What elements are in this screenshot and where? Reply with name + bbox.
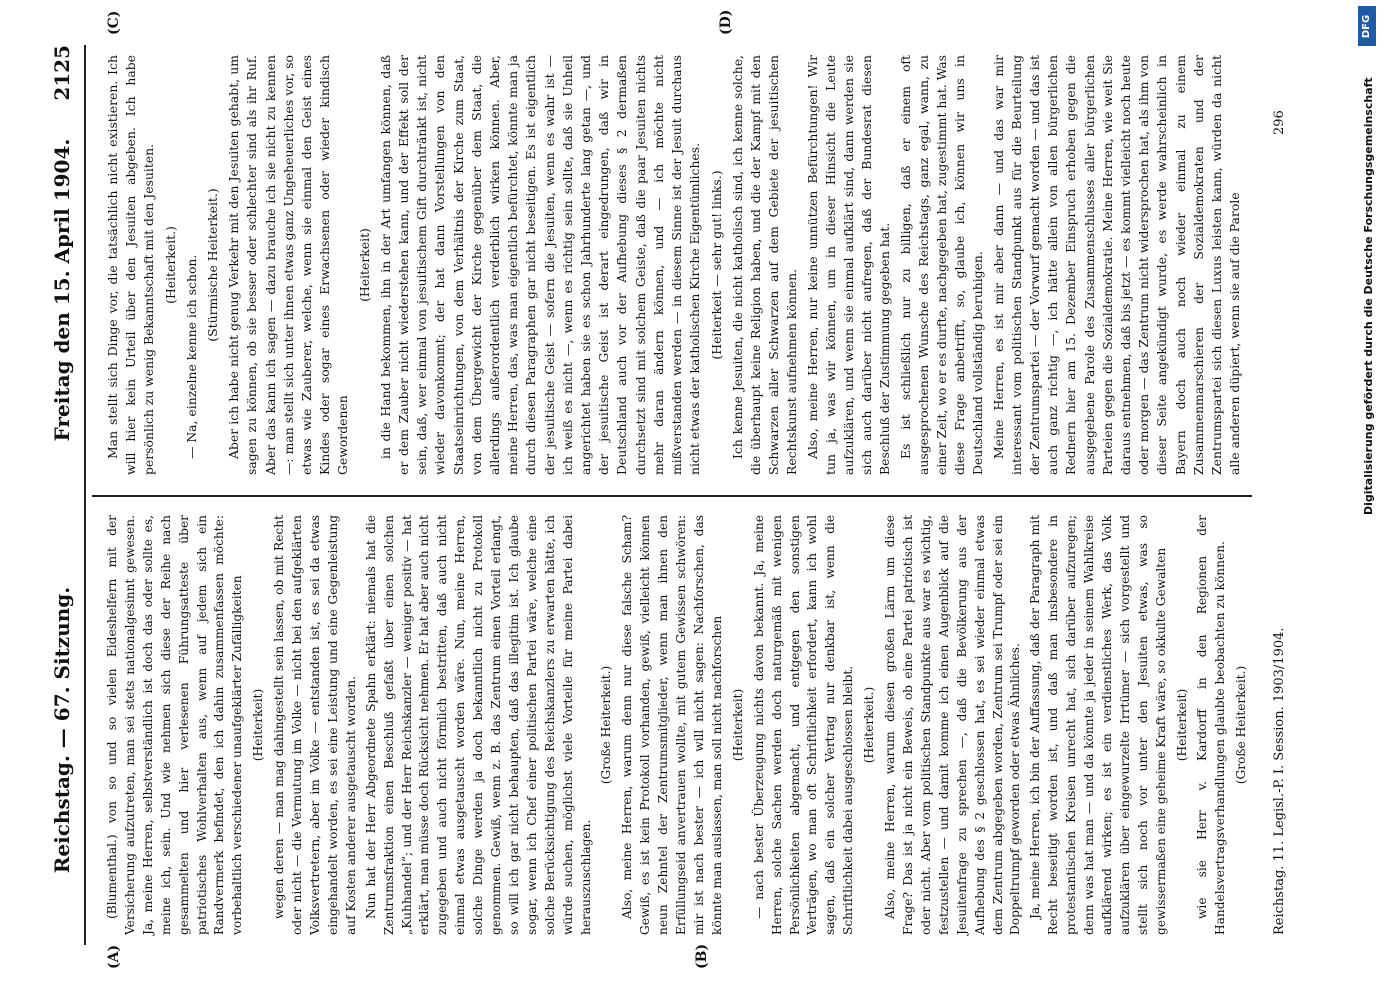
dfg-logo-text: DFG bbox=[1361, 14, 1373, 38]
stage-direction: (Heiterkeit.) bbox=[162, 226, 178, 304]
paragraph: in die Hand bekommen, ihn in der Art umfangen können, daß er dem Zauber nicht wiederstehen kann, und der Effekt soll der sein, daß, wer einmal von jesuitischem Gift durchtränkt ist, nicht wieder davonkommt; der hat dann Vorstellungen von den Staatseinrichtungen, von dem Verhältnis der Kirche zum Staat, von dem Übergewicht der Kirche gegenüber dem Staat, die allerdings außerordentlich verderblich wirken können. Aber, meine Herren, das, was man eigentlich befürchtet, könnte man ja durch diesen Paragraphen gar nicht beseitigen. Es ist eigentlich der jesuitische Geist — sofern die Jesuiten, wenn es wahr ist — ich weiß es nicht —, wenn es richtig sein sollte, daß sie Unheil angerichtet haben sie es schon Jahrhunderte lang getan —, und der jesuitische Geist ist derart eingedrungen, daß wir in Deutschland auch vor der Aufhebung dieses § 2 dermaßen durchsetzt sind mit solchem Geiste, daß die paar Jesuiten nichts mehr daran ändern können, und — ich möchte nicht mißverstanden werden — in diesem Sinne ist der Jesuit durchaus nicht etwas der katholischen Kirche Eigentümliches. bbox=[377, 55, 703, 475]
header-rule bbox=[84, 45, 86, 945]
paragraph: Ja, meine Herren, ich bin der Auffassung, daß der Paragraph mit Recht beseitigt worden ist, und daß man insbesondere in protestantischen Kreisen unrecht hat, sich darüber aufzuregen; denn was hat man — und da könnte ja jeder in seinem Wahlkreise aufklärend wirken; es ist ein verdienstliches Werk, das Volk aufzuklären über eingewurzelte Irrtümer — sich vorgestellt und stellt sich noch vor unter den Jesuiten etwas, was so gewissermaßen eine geheime Kraft wäre, so okkulte Gewalten bbox=[1028, 515, 1168, 935]
paragraph: — Na, einzelne kenne ich schon. bbox=[183, 254, 199, 459]
margin-mark-c: (C) bbox=[106, 10, 122, 35]
paragraph: Meine Herren, es ist mir aber dann — und das war mir interessant vom politischen Standpunkt aus für die Beurteilung der Zentrumspartei — der Vorwurf gemacht worden — und das ist auch ganz richtig —, ich hätte allein von allen bürgerlichen Rednern hier am 15. Dezember Einspruch erhoben gegen die ausgegebene Parole des Zusammenschlusses aller bürgerlichen Parteien gegen die Sozialdemokratie. Meine Herren, wie weit Sie daraus entnehmen, daß bis jetzt — es kommt vielleicht noch heute oder morgen — das Zentrum nicht widersprochen hat, als ihm von dieser Seite angekündigt wurde, es werde wahrscheinlich in Bayern doch auch noch wieder einmal zu einem Zusammenmarschieren der Sozialdemokraten und der Zentrumspartei sich diesen Luxus leisten kann, würden da nicht alle anderen düpiert, wenn sie auf die Parole bbox=[990, 55, 1243, 475]
paragraph: wegen deren — man mag dahingestellt sein lassen, ob mit Recht oder nicht — die Vermutung im Volke — nicht bei den aufgeklärten Volksvertretern, aber im Volke — entstanden ist, es sei da etwas eingehandelt worden, es sei eine Leistung und eine Gegenleistung auf Kosten anderer ausgetauscht worden. bbox=[272, 515, 358, 935]
stage-direction: (Heiterkeit.) bbox=[862, 686, 877, 764]
paragraph: (Blumenthal.) von so und so vielen Eideshelfern mit der Versicherung aufzutreten, man sei stets nationalgesinnt gewesen. Ja, meine Herren, selbstverständlich ist doch das oder sollte es, meine ich, sein. Und wie nehmen sich diese der Reihe nach gesammelten und hier verlesenen Führungsatteste über patriotisches Wohlverhalten aus, wenn auf jedem sich ein Randvermerk befindet, den ich dahin zusammenfassen möchte: vorbehaltlich verschiedener unaufgeklärter Zufälligkeiten bbox=[105, 515, 245, 935]
paragraph: wie sie Herr v. Kardorff in den Regionen der Handelsvertragsverhandlungen glaubte beobachten zu können. bbox=[1195, 515, 1228, 935]
paragraph: Also, meine Herren, warum diesen großen Lärm um diese Frage? Das ist ja nicht ein Beweis, ob eine Partei patriotisch ist oder nicht. Aber vom politischen Standpunkte aus war es wichtig, festzustellen — und damit komme ich einen Augenblick auf die Jesuitenfrage zu sprechen —, daß die Bevölkerung aus der Aufhebung des § 2 geschlossen hat, es sei wieder einmal etwas dem Zentrum abgegeben worden, Zentrum sei Trumpf oder sei ein Doppeltrumpf geworden oder etwas Ähnliches. bbox=[883, 515, 1023, 935]
footer-session: Reichstag. 11. Legisl.-P. I. Session. 1903/1904. bbox=[1272, 627, 1287, 935]
dfg-logo bbox=[1358, 6, 1376, 46]
header-left: Reichstag. — 67. Sitzung. bbox=[50, 586, 74, 874]
margin-mark-d: (D) bbox=[718, 9, 734, 35]
paragraph: Es ist schließlich nur zu billigen, daß er einem oft ausgesprochenen Wunsche des Reichstags, ganz egal, wann, zu einer Zeit, wo er es durfte, nachgegeben hat, zugestimmt hat. Was diese Frage anbetrifft, so, glaube ich, können wir uns in Deutschland vollständig beruhigen. bbox=[897, 54, 986, 475]
header-date: Freitag den 15. April 1904. bbox=[50, 138, 74, 442]
rotated-page bbox=[22, 9, 1347, 975]
column-right bbox=[104, 55, 1246, 475]
paragraph: Man stellt sich Dinge vor, die tatsächlich nicht existieren. Ich will hier kein Urteil über den Jesuiten abgeben. Ich habe persönlich zu wenig Bekanntschaft mit den Jesuiten. bbox=[105, 55, 157, 475]
stage-direction: (Heiterkeit — sehr gut! links.) bbox=[708, 170, 724, 360]
margin-mark-a: (A) bbox=[106, 944, 122, 969]
paragraph: — nach bester Überzeugung nichts davon bekannt. Ja, meine Herren, solche Sachen werden doch naturgemäß mit wenigen Persönlichkeiten abgemacht, und entgegen den sonstigen Verträgen, wo man oft Schriftlichkeit erfordert, kann ich wohl sagen, daß ein solcher Vertrag nur denkbar ist, wenn die Schriftlichkeit dabei ausgeschlossen bleibt. bbox=[751, 515, 856, 935]
paragraph: Also, meine Herren, warum denn nur diese falsche Scham? Gewiß, es ist kein Protokoll vorhanden, gewiß, vielleicht können neun Zehntel der Zentrumsmitglieder, wenn man ihnen den Erfüllungseid anvertrauen wollte, mit gutem Gewissen schwören: mir ist nach bester — ich will nicht sagen: Nachforschen, das könnte man auslassen, man soll nicht nachforschen bbox=[620, 515, 724, 935]
paragraph: Ich kenne Jesuiten, die nicht katholisch sind, ich kenne solche, die überhaupt keine Religion haben, und die der Kampf mit den Schwarzen aller Schwarzen auf dem Gebiete der jesuitischen Rechtskunst aufnehmen können. bbox=[729, 55, 800, 475]
column-left bbox=[104, 515, 1254, 935]
stage-direction: (Große Heiterkeit.) bbox=[599, 665, 614, 785]
stage-direction: (Heiterkeit) bbox=[1174, 688, 1189, 762]
digitization-credit: Digitalisierung gefördert durch die Deutsche Forschungsgemeinschaft bbox=[1362, 77, 1375, 515]
margin-mark-b: (B) bbox=[694, 943, 710, 969]
stage-direction: (Heiterkeit) bbox=[730, 688, 745, 762]
stage-direction: (Heiterkeit) bbox=[251, 688, 266, 762]
column-divider bbox=[92, 495, 1252, 497]
footer-sheet-number: 296 bbox=[1272, 110, 1287, 135]
paragraph: Nun hat der Herr Abgeordnete Spahn erklärt: niemals hat die Zentrumsfraktion einen Beschluß gefaßt über einen solchen „Kuhhandel“; und der Herr Reichskanzler — weniger positiv — hat erklärt, man müsse doch Rücksicht nehmen. Er hat aber auch nicht zugegeben und auch nicht förmlich bestritten, daß auch nicht einmal etwas ausgetauscht worden wäre. Nun, meine Herren, solche Dinge werden ja doch bekanntlich nicht zu Protokoll genommen. Gewiß, wenn z. B. das Zentrum einen Vorteil erlangt, so will ich gar nicht behaupten, daß das illegitim ist. Ich glaube sogar, wenn ich Chef einer politischen Partei wäre, welche eine solche Berücksichtigung des Reichskanzlers zu erwarten hätte, ich würde suchen, möglichst viele Vorteile für meine Partei dabei herauszuschlagen. bbox=[363, 515, 593, 935]
paragraph: Aber ich habe nicht genug Verkehr mit den Jesuiten gehabt, um sagen zu können, ob sie besser oder schlechter sind als ihr Ruf. Aber das kann ich sagen — dazu brauche ich sie nicht zu kennen —: man stellt sich unter ihnen etwas ganz Ungeheuerliches vor, so etwas wie Zauberer, welche, wenn sie einmal den Geist eines Kindes oder sogar eines Erwachsenen oder wieder kindisch Gewordenen bbox=[226, 55, 351, 475]
paragraph: Also, meine Herren, nur keine unnützen Befürchtungen! Wir tun ja, was wir können, um in dieser Hinsicht die Leute aufzuklären, und wenn sie einmal aufklärt sind, dann werden sie sich auch darüber nicht aufregen, daß der Bundesrat diesen Beschluß der Zustimmung gegeben hat. bbox=[804, 55, 893, 475]
page-number: 2125 bbox=[50, 45, 74, 101]
stage-direction: (Stürmische Heiterkeit.) bbox=[205, 188, 221, 342]
stage-direction: (Heiterkeit) bbox=[356, 228, 372, 302]
stage-direction: (Große Heiterkeit.) bbox=[1234, 665, 1249, 785]
